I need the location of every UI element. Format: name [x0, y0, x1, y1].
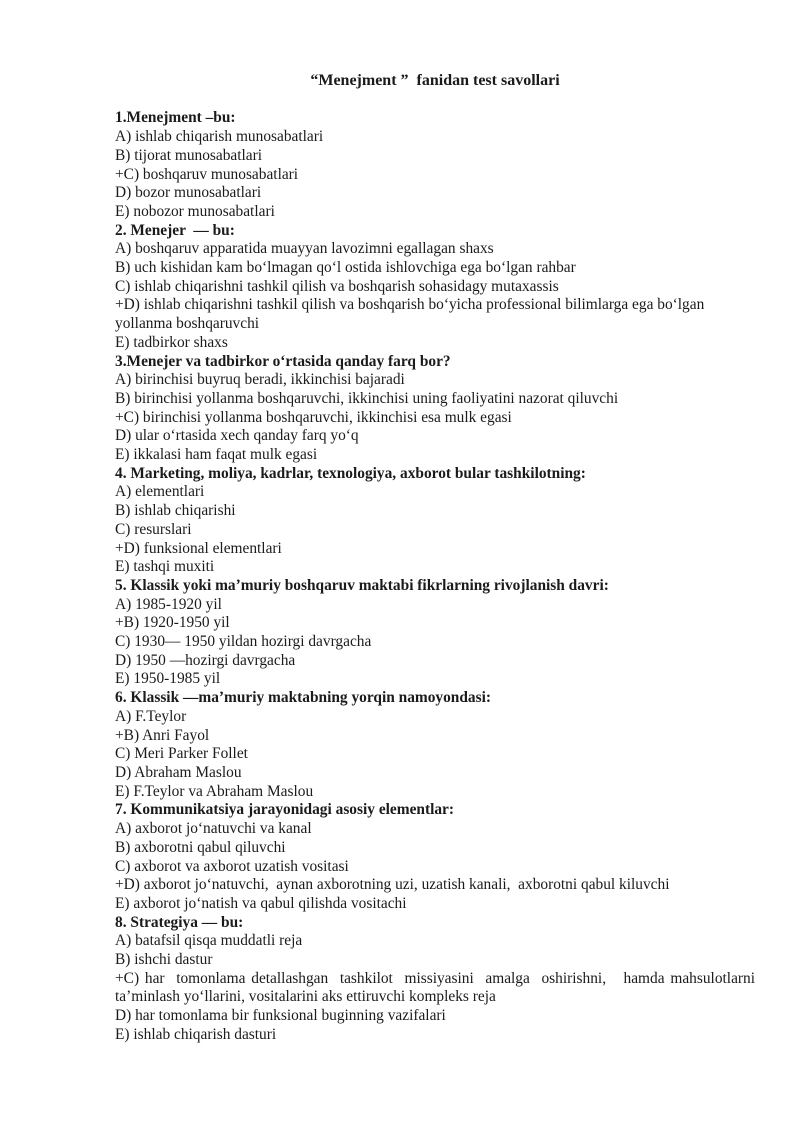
question-block-4	[115, 465, 755, 577]
question-block-2	[115, 222, 755, 353]
answer-option: E) F.Teylor va Abraham Maslou	[115, 782, 314, 800]
answer-option: E) tadbirkor shaxs	[115, 333, 228, 351]
answer-option: B) ishlab chiqarishi	[115, 502, 236, 520]
answer-option: B) tijorat munosabatlari	[115, 146, 263, 164]
question-title: 5. Klassik yoki ma’muriy boshqaruv maktabi fikrlarning rivojlanish davri:	[115, 576, 609, 594]
answer-option: E) 1950-1985 yil	[115, 670, 221, 688]
answer-option: E) tashqi muxiti	[115, 558, 215, 576]
question-title: 8. Strategiya — bu:	[115, 913, 244, 931]
answer-option: D) har tomonlama bir funksional buginning vazifalari	[115, 1007, 446, 1025]
answer-option: C) ishlab chiqarishni tashkil qilish va boshqarish sohasidagy mutaxassis	[115, 277, 559, 295]
answer-option: A) elementlari	[115, 483, 205, 501]
document-title: “Menejment ” fanidan test savollari	[310, 72, 560, 89]
answer-option: D) Abraham Maslou	[115, 764, 242, 781]
answer-option: A) batafsil qisqa muddatli reja	[115, 932, 303, 950]
question-block-5	[115, 577, 755, 689]
answer-option: A) boshqaruv apparatida muayyan lavozimni egallagan shaxs	[115, 240, 494, 258]
answer-option: A) birinchisi buyruq beradi, ikkinchisi bajaradi	[115, 371, 405, 389]
answer-option: +C) birinchisi yollanma boshqaruvchi, ikkinchisi esa mulk egasi	[115, 408, 512, 426]
answer-option: D) bozor munosabatlari	[115, 184, 262, 202]
answer-option: E) axborot jo‘natish va qabul qilishda vositachi	[115, 894, 407, 912]
answer-option: E) nobozor munosabatlari	[115, 202, 275, 220]
question-title: 6. Klassik —ma’muriy maktabning yorqin namoyondasi:	[115, 689, 492, 707]
answer-option: C) 1930— 1950 yildan hozirgi davrgacha	[115, 633, 372, 651]
answer-option: +C) boshqaruv munosabatlari	[115, 165, 299, 183]
answer-option: B) birinchisi yollanma boshqaruvchi, ikkinchisi uning faoliyatini nazorat qiluvchi	[115, 389, 619, 407]
answer-option: A) axborot jo‘natuvchi va kanal	[115, 820, 312, 838]
question-title: 7. Kommunikatsiya jarayonidagi asosiy elementlar:	[115, 801, 455, 819]
answer-option: A) F.Teylor	[115, 707, 187, 725]
question-block-7	[115, 801, 755, 913]
answer-option: C) Meri Parker Follet	[115, 745, 248, 763]
question-title: 3.Menejer va tadbirkor o‘rtasida qanday farq bor?	[115, 352, 451, 370]
question-block-6	[115, 689, 755, 801]
answer-option: A) ishlab chiqarish munosabatlari	[115, 128, 324, 146]
question-block-1	[115, 109, 755, 221]
question-block-3	[115, 353, 755, 465]
answer-option: +D) funksional elementlari	[115, 539, 282, 557]
answer-option: +B) Anri Fayol	[115, 726, 210, 744]
answer-option: A) 1985-1920 yil	[115, 595, 222, 613]
question-block-8	[115, 914, 755, 1045]
question-title: 1.Menejment –bu:	[115, 109, 236, 127]
answer-option: D) 1950 —hozirgi davrgacha	[115, 651, 296, 669]
answer-option: C) resurslari	[115, 520, 192, 538]
answer-option: C) axborot va axborot uzatish vositasi	[115, 857, 349, 875]
answer-option: E) ishlab chiqarish dasturi	[115, 1025, 277, 1043]
answer-option: D) ular o‘rtasida xech qanday farq yo‘q	[115, 427, 359, 445]
answer-option: B) axborotni qabul qiluvchi	[115, 838, 286, 856]
answer-option: B) uch kishidan kam bo‘lmagan qo‘l ostida ishlovchiga ega bo‘lgan rahbar	[115, 259, 576, 277]
answer-option: E) ikkalasi ham faqat mulk egasi	[115, 446, 318, 464]
answer-option: B) ishchi dastur	[115, 951, 213, 969]
question-title: 2. Menejer — bu:	[115, 221, 235, 239]
answer-option: +D) ishlab chiqarishni tashkil qilish va boshqarish bo‘yicha professional bilimlarga ega bo‘lgan yollanma boshqaruvchi	[115, 296, 705, 333]
answer-option: +B) 1920-1950 yil	[115, 614, 230, 632]
answer-option: +C) har tomonlama detallashgan tashkilot missiyasini amalga oshirishni, hamda mahsulotlarni ta’minlash yo‘llarini, vositalarini aks ettiruvchi kompleks reja	[115, 969, 755, 1006]
question-title: 4. Marketing, moliya, kadrlar, texnologiya, axborot bular tashkilotning:	[115, 464, 586, 482]
answer-option: +D) axborot jo‘natuvchi, aynan axborotning uzi, uzatish kanali, axborotni qabul kiluvchi	[115, 876, 670, 894]
